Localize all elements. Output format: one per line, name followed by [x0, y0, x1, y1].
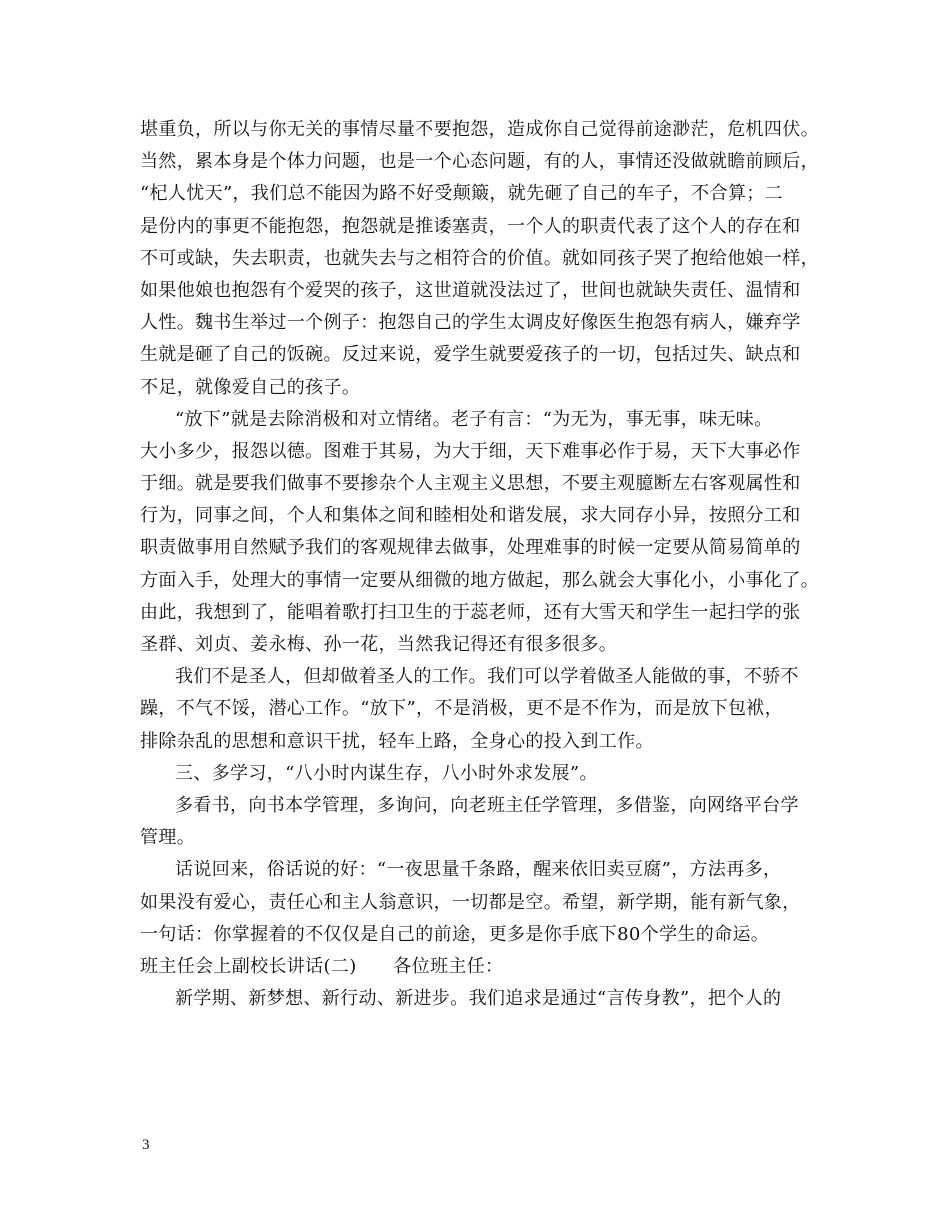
text-line: 躁，不气不馁，潜心工作。“放下”，不是消极，更不是不作为，而是放下包袱， — [140, 698, 784, 720]
text-line: 圣群、刘贞、姜永梅、孙一花，当然我记得还有很多很多。 — [140, 634, 618, 655]
text-line: “杞人忧天”，我们总不能因为路不好受颠簸，就先砸了自己的车子，不合算；二 — [140, 183, 784, 205]
text-line: 我们不是圣人，但却做着圣人的工作。我们可以学着做圣人能做的事，不骄不 — [175, 666, 799, 688]
text-line: 人性。魏书生举过一个例子：抱怨自己的学生太调皮好像医生抱怨有病人，嫌弃学 — [140, 312, 801, 334]
text-line: 大小多少，报怨以德。图难于其易，为大于细，天下难事必作于易，天下大事必作 — [140, 440, 801, 462]
text-line: 管理。 — [140, 827, 196, 849]
text-line: 一句话：你掌握着的不仅仅是自己的前途，更多是你手底下80个学生的命运。 — [140, 923, 770, 945]
section-heading: 班主任会上副校长讲话(二) 各位班主任： — [140, 955, 504, 977]
text-line: 职责做事用自然赋予我们的客观规律去做事，处理难事的时候一定要从简易简单的 — [140, 537, 801, 559]
text-line: 堪重负，所以与你无关的事情尽量不要抱怨，造成你自己觉得前途渺茫，危机四伏。 — [140, 119, 819, 140]
body-text — [140, 114, 820, 1015]
text-line: 如果没有爱心，责任心和主人翁意识，一切都是空。希望，新学期，能有新气象， — [140, 891, 801, 913]
text-line: 话说回来，俗话说的好：“一夜思量千条路，醒来依旧卖豆腐”，方法再多， — [175, 859, 782, 881]
text-line: 三、多学习，“八小时内谋生存，八小时外求发展”。 — [175, 762, 598, 784]
text-line: 于细。就是要我们做事不要掺杂个人主观主义思想，不要主观臆断左右客观属性和 — [140, 473, 801, 495]
text-line: “放下”就是去除消极和对立情绪。老子有言：“为无为，事无事，味无味。 — [175, 408, 773, 430]
text-line: 当然，累本身是个体力问题，也是一个心态问题，有的人，事情还没做就瞻前顾后， — [140, 151, 819, 173]
text-line: 如果他娘也抱怨有个爱哭的孩子，这世道就没法过了，世间也就缺失责任、温情和 — [140, 279, 801, 301]
text-line: 方面入手，处理大的事情一定要从细微的地方做起，那么就会大事化小，小事化了。 — [140, 569, 819, 591]
text-line: 行为，同事之间，个人和集体之间和睦相处和谐发展，求大同存小异，按照分工和 — [140, 505, 801, 527]
text-line: 不可或缺，失去职责，也就失去与之相符合的价值。就如同孩子哭了抱给他娘一样， — [140, 247, 819, 269]
text-line: 是份内的事更不能抱怨，抱怨就是推诿塞责，一个人的职责代表了这个人的存在和 — [140, 215, 801, 237]
text-line: 多看书，向书本学管理，多询问，向老班主任学管理，多借鉴，向网络平台学 — [175, 794, 799, 816]
text-line: 生就是砸了自己的饭碗。反过来说，爱学生就要爱孩子的一切，包括过失、缺点和 — [140, 344, 801, 366]
text-line: 排除杂乱的思想和意识干扰，轻车上路，全身心的投入到工作。 — [140, 730, 654, 752]
page-number: 3 — [142, 1137, 150, 1153]
text-line: 新学期、新梦想、新行动、新进步。我们追求是通过“言传身教”，把个人的 — [175, 988, 782, 1010]
text-line: 由此，我想到了，能唱着歌打扫卫生的于蕊老师，还有大雪天和学生一起扫学的张 — [140, 601, 801, 623]
text-line: 不足，就像爱自己的孩子。 — [140, 376, 361, 398]
